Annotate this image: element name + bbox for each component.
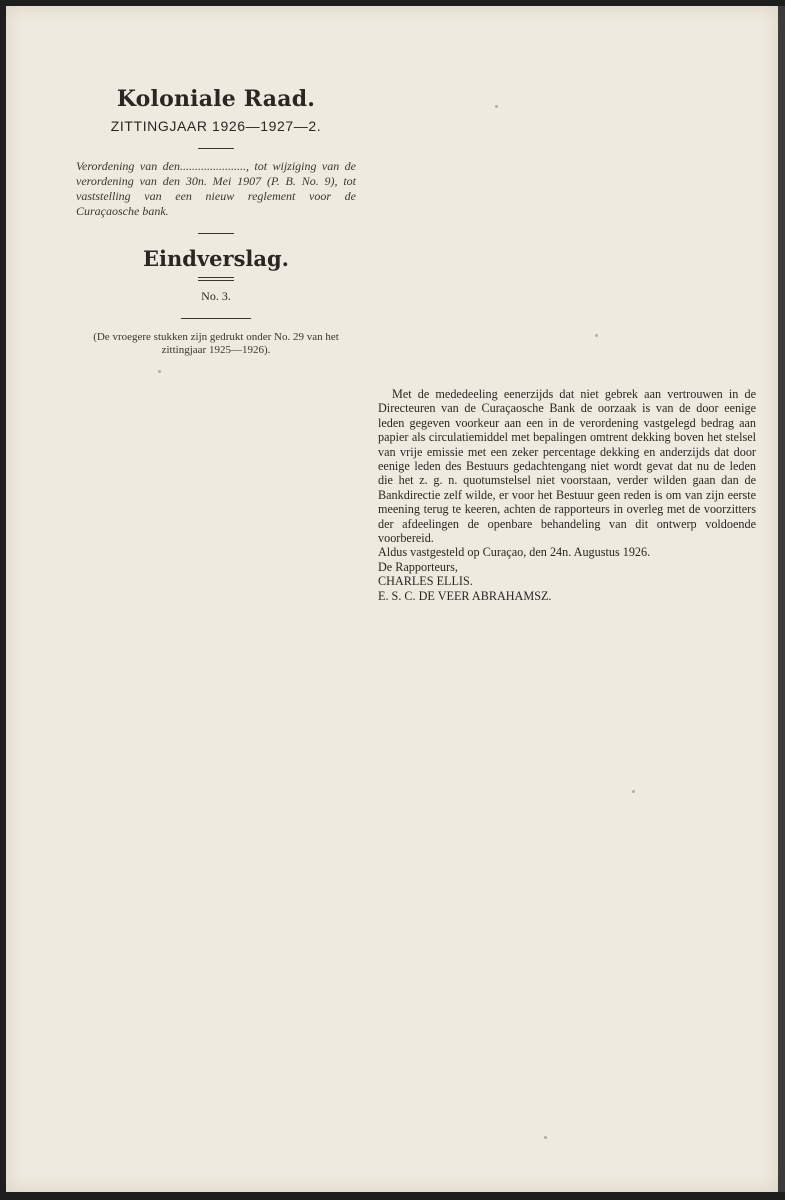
report-number: No. 3.: [201, 289, 231, 303]
ordinance-description: Verordening van den......................, tot wijziging van de verordening van den 30n. Mei 1907 (P. B. No. 9), tot vaststelling van een nieuw reglement voor de Curaçaosche bank.: [76, 159, 356, 218]
signatory-2: E. S. C. DE VEER ABRAHAMSZ.: [378, 588, 552, 603]
signatories-label: De Rapporteurs,: [378, 559, 458, 574]
closing-line: Aldus vastgesteld op Curaçao, den 24n. Augustus 1926.: [378, 545, 651, 560]
paper-speck: [595, 334, 598, 337]
right-column: [378, 387, 756, 603]
council-title: Koloniale Raad.: [116, 86, 316, 112]
divider-rule: [181, 318, 251, 319]
report-title: Eindverslag.: [143, 246, 289, 271]
session-year: ZITTINGJAAR 1926—1927—2.: [110, 118, 322, 134]
paper-speck: [495, 105, 498, 108]
report-paragraph: Met de mededeeling eenerzijds dat niet gebrek aan vertrouwen in de Directeuren van de Curaçaosche Bank de oorzaak is van de door eenige leden gegeven voorkeur aan een in de verordening vastgelegd bedrag aan papier als circulatiemiddel met bepalingen omtrent dekking boven het stelsel van vrije emissie met een zeker percentage dekking en anderzijds dat door eenige leden des Bestuurs gedachtengang niet wordt gevat dat nu de leden die het z. g. n. quotumstelsel niet voorstaan, verder wilden gaan dan de Bankdirectie zelf wilde, er voor het Bestuur geen reden is om van zijn eerste meening terug te keeren, achten de rapporteurs in overleg met de voorzitters der afdeelingen de openbare behandeling van dit ontwerp voldoende voorbereid.: [378, 387, 756, 546]
signatory-1: CHARLES ELLIS.: [378, 574, 473, 589]
paper-speck: [632, 790, 635, 793]
left-column: [76, 86, 356, 357]
prior-documents-note: (De vroegere stukken zijn gedrukt onder No. 29 van het zittingjaar 1925—1926).: [93, 331, 339, 356]
paper-speck: [158, 370, 161, 373]
paper-speck: [544, 1136, 547, 1139]
scan-edge: [778, 6, 785, 1192]
divider-rule: [198, 277, 234, 281]
divider-rule: [198, 148, 234, 149]
divider-rule: [198, 233, 234, 234]
document-page: [6, 6, 778, 1192]
